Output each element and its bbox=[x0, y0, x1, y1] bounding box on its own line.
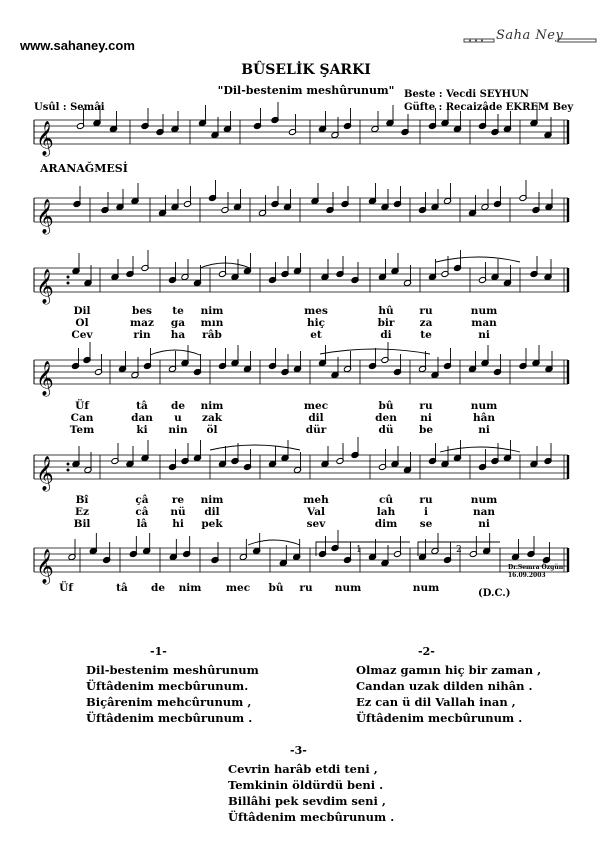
slur bbox=[150, 350, 200, 355]
lyric-syllable: zak bbox=[201, 412, 223, 424]
lyric-syllable: sev bbox=[306, 518, 326, 530]
logo-text: Saha Ney bbox=[496, 28, 564, 43]
lyric-syllable: ki bbox=[136, 424, 148, 436]
lyric-syllable: Bil bbox=[73, 518, 91, 530]
lyric-syllable: di bbox=[380, 329, 392, 341]
lyric-syllable: lah bbox=[376, 506, 396, 518]
lyric-syllable: nü bbox=[170, 506, 186, 518]
slur bbox=[248, 540, 300, 545]
lyric-syllable: Cev bbox=[71, 329, 93, 341]
lyric-syllable: nim bbox=[178, 582, 202, 594]
stanza-2 bbox=[356, 662, 541, 726]
lyric-syllable: dan bbox=[131, 412, 153, 424]
lyric-syllable: Tem bbox=[69, 424, 95, 436]
lyric-syllable: Ez bbox=[75, 506, 89, 518]
lyric-syllable: pek bbox=[201, 518, 223, 530]
lyric-syllable: Ol bbox=[75, 317, 89, 329]
repeat-dot bbox=[67, 463, 70, 466]
lyric-syllable: ni bbox=[478, 518, 490, 530]
transcriber-credit bbox=[508, 564, 563, 580]
lyric-syllable: bû bbox=[378, 400, 394, 412]
lyric-syllable: ru bbox=[419, 400, 433, 412]
lyric-syllable: hân bbox=[472, 412, 496, 424]
lyric-syllable: num bbox=[470, 400, 498, 412]
lyric-syllable: Can bbox=[70, 412, 94, 424]
treble-clef-icon: 𝄞 bbox=[36, 269, 54, 304]
slur bbox=[440, 447, 520, 452]
lyric-syllable: man bbox=[471, 317, 497, 329]
lyric-syllable: dim bbox=[374, 518, 398, 530]
lyric-syllable: mec bbox=[225, 582, 251, 594]
lyric-syllable: ni bbox=[478, 424, 490, 436]
lyric-syllable: mec bbox=[303, 400, 329, 412]
stanza-line: Dil-bestenim meshûrunum bbox=[86, 663, 259, 677]
lyric-syllable: Dil bbox=[73, 305, 91, 317]
lyric-syllable: ga bbox=[170, 317, 186, 329]
lyric-syllable: lâ bbox=[136, 518, 148, 530]
repeat-dot bbox=[67, 469, 70, 472]
treble-clef-icon: 𝄞 bbox=[36, 549, 54, 584]
stanza-line: Billâhi pek sevdim seni , bbox=[228, 794, 386, 808]
slur bbox=[436, 257, 520, 262]
stanza-line: Biçârenim mehcûrunum , bbox=[86, 695, 252, 709]
stanza-line: Üftâdenim mecbûrunum. bbox=[86, 679, 249, 693]
lyric-syllable: tâ bbox=[136, 400, 148, 412]
composer-label: Beste : Vecdi SEYHUN bbox=[404, 89, 529, 100]
lyric-syllable: hi bbox=[172, 518, 184, 530]
lyric-syllable: ha bbox=[170, 329, 186, 341]
slur bbox=[320, 349, 430, 354]
lyric-syllable: hû bbox=[378, 305, 394, 317]
lyric-syllable: Üf bbox=[59, 582, 73, 594]
lyric-syllable: i bbox=[424, 506, 428, 518]
stanza-line: Üftâdenim mecbûrunum . bbox=[86, 711, 253, 725]
lyric-syllable: dü bbox=[378, 424, 394, 436]
lyric-syllable: Bî bbox=[75, 494, 89, 506]
repeat-dot bbox=[67, 276, 70, 279]
credit-date: 16.09.2003 bbox=[508, 572, 546, 579]
lyric-syllable: de bbox=[170, 400, 186, 412]
lyric-syllable: tâ bbox=[116, 582, 128, 594]
stanza-3 bbox=[228, 761, 394, 825]
lyric-syllable: hiç bbox=[306, 317, 326, 329]
site-url: www.sahaney.com bbox=[20, 38, 135, 53]
treble-clef-icon: 𝄞 bbox=[36, 121, 54, 156]
lyric-syllable: Üf bbox=[75, 400, 89, 412]
lyric-syllable: câ bbox=[135, 506, 149, 518]
stanza-number: -3- bbox=[290, 744, 307, 757]
volta-number-1: 1 bbox=[356, 545, 362, 555]
lyric-syllable: num bbox=[470, 305, 498, 317]
section-label-aranagmesi: ARANAĞMESİ bbox=[40, 162, 128, 175]
treble-clef-icon: 𝄞 bbox=[36, 199, 54, 234]
lyric-syllable: num bbox=[470, 494, 498, 506]
lyric-syllable: ru bbox=[419, 305, 433, 317]
lyric-syllable: dür bbox=[305, 424, 327, 436]
credit-name: Dr.Semra Özgün bbox=[508, 564, 564, 571]
lyric-syllable: rin bbox=[133, 329, 151, 341]
lyric-syllable: nim bbox=[200, 400, 224, 412]
stanza-line: Temkinin öldürdü beni . bbox=[228, 778, 384, 792]
lyric-syllable: te bbox=[420, 329, 432, 341]
stanza-line: Olmaz gamın hiç bir zaman , bbox=[356, 663, 542, 677]
lyric-syllable: nin bbox=[168, 424, 188, 436]
lyric-syllable: ni bbox=[420, 412, 432, 424]
slur bbox=[210, 445, 300, 450]
slur bbox=[200, 263, 250, 268]
lyric-syllable: nim bbox=[200, 494, 224, 506]
lyric-syllable: maz bbox=[130, 317, 154, 329]
lyricist-label: Güfte : Recaizâde EKREM Bey bbox=[404, 102, 574, 113]
lyric-syllable: öl bbox=[206, 424, 218, 436]
repeat-dot bbox=[67, 282, 70, 285]
lyric-syllable: mın bbox=[200, 317, 224, 329]
lyric-syllable: cû bbox=[378, 494, 394, 506]
lyric-syllable: be bbox=[418, 424, 434, 436]
lyric-syllable: ru bbox=[419, 494, 433, 506]
lyric-syllable: Val bbox=[307, 506, 325, 518]
stanza-line: Cevrin harâb etdi teni , bbox=[228, 762, 378, 776]
lyric-syllable: num bbox=[334, 582, 362, 594]
lyric-syllable: meh bbox=[303, 494, 329, 506]
lyric-syllable: nan bbox=[472, 506, 496, 518]
lyric-syllable: bes bbox=[132, 305, 152, 317]
volta-number-2: 2 bbox=[456, 545, 462, 555]
stanza-number: -2- bbox=[418, 645, 435, 658]
lyric-syllable: za bbox=[419, 317, 433, 329]
da-capo-mark: (D.C.) bbox=[478, 588, 511, 599]
stanza-line: Üftâdenim mecbûrunum . bbox=[228, 810, 395, 824]
lyric-syllable: den bbox=[375, 412, 397, 424]
stanza-line: Ez can ü dil Vallah inan , bbox=[356, 695, 516, 709]
lyric-syllable: ni bbox=[478, 329, 490, 341]
stanza-number: -1- bbox=[150, 645, 167, 658]
lyric-syllable: bir bbox=[377, 317, 395, 329]
song-subtitle: "Dil-bestenim meshûrunum" bbox=[217, 84, 395, 97]
lyric-syllable: çâ bbox=[135, 494, 149, 506]
lyric-syllable: et bbox=[310, 329, 322, 341]
lyric-syllable: de bbox=[150, 582, 166, 594]
lyric-syllable: dil bbox=[204, 506, 220, 518]
treble-clef-icon: 𝄞 bbox=[36, 456, 54, 491]
stanza-line: Candan uzak dilden nihân . bbox=[356, 679, 533, 693]
lyric-syllable: râb bbox=[202, 329, 222, 341]
page-title: BÛSELİK ŞARKI bbox=[241, 62, 371, 78]
stanza-1 bbox=[86, 662, 259, 726]
lyric-syllable: mes bbox=[304, 305, 328, 317]
treble-clef-icon: 𝄞 bbox=[36, 361, 54, 396]
lyric-syllable: se bbox=[419, 518, 433, 530]
lyric-syllable: num bbox=[412, 582, 440, 594]
usul-label: Usûl : Semâi bbox=[34, 102, 105, 113]
lyric-syllable: te bbox=[172, 305, 184, 317]
stanza-line: Üftâdenim mecbûrunum . bbox=[356, 711, 523, 725]
lyric-syllable: dil bbox=[308, 412, 324, 424]
lyric-syllable: ru bbox=[299, 582, 313, 594]
lyric-syllable: bû bbox=[268, 582, 284, 594]
lyric-syllable: u bbox=[174, 412, 182, 424]
lyric-syllable: nim bbox=[200, 305, 224, 317]
lyric-syllable: re bbox=[171, 494, 185, 506]
